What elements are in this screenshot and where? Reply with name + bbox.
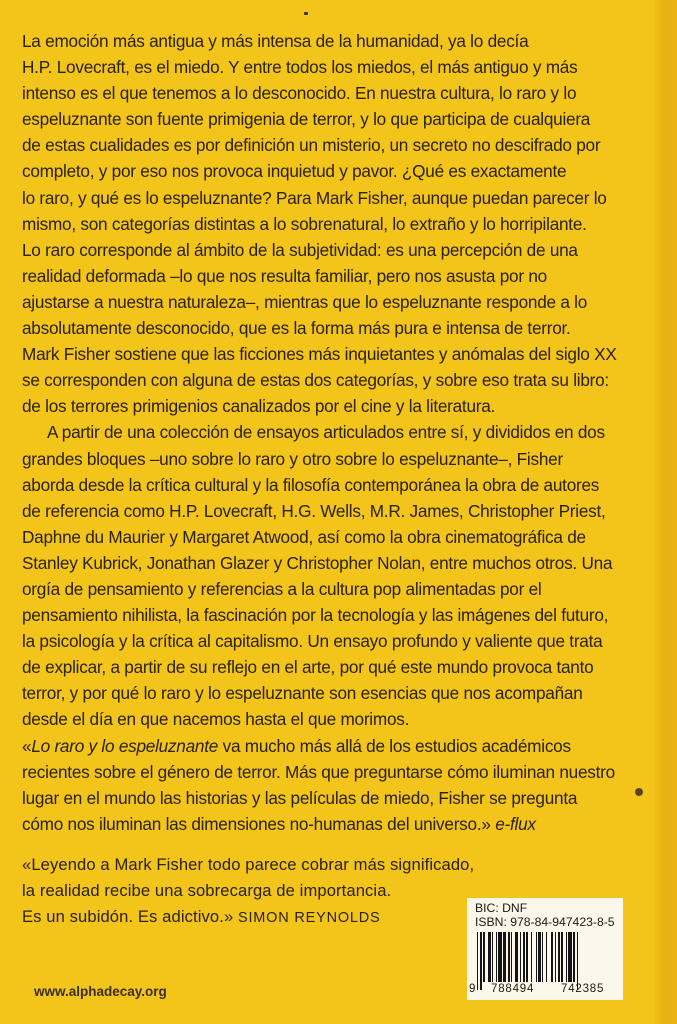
isbn-barcode-label [467, 898, 623, 1000]
barcode-bar [568, 932, 572, 982]
text-line: orgía de pensamiento y referencias a la cultura pop alimentadas por el [22, 578, 542, 599]
text-line: lo raro, y qué es lo espeluznante? Para Mark Fisher, aunque puedan parecer lo [22, 187, 607, 208]
quote-text: Es un subidón. Es adictivo.» [22, 907, 234, 927]
text-line: «Leyendo a Mark Fisher todo parece cobrar más significado, [22, 855, 475, 874]
print-speck [304, 12, 308, 15]
barcode-bar [536, 932, 537, 982]
text-line: intenso es el que tenemos a lo desconocido. En nuestra cultura, lo raro y lo [22, 83, 577, 104]
text-line: espeluznante son fuente primigenia de terror, y lo que participa de cualquiera [22, 109, 591, 130]
quote-text: cómo nos iluminan las dimensiones no-humanas del universo.» [22, 814, 491, 835]
print-speck [635, 788, 643, 796]
blurb-paragraph-2 [22, 419, 622, 732]
barcode-digit-prefix: 9 [469, 983, 476, 995]
barcode-bar [503, 932, 506, 982]
text-line: mismo, son categorías distintas a lo sobrenatural, lo extraño y lo horripilante. [22, 213, 587, 234]
barcode-bar [483, 932, 484, 982]
text-line: Lo raro corresponde al ámbito de la subjetividad: es una percepción de una [22, 239, 578, 260]
text-line: aborda desde la crítica cultural y la filosofía contemporánea la obra de autores [22, 474, 600, 495]
text-line [22, 811, 622, 837]
barcode-bar [508, 932, 509, 982]
text-line: absolutamente desconocido, que es la forma más pura e intensa de terror. [22, 318, 571, 339]
barcode-bar [480, 932, 483, 990]
quote-source: e-flux [495, 814, 536, 835]
barcode-bar [520, 932, 521, 982]
barcode-bar [538, 932, 541, 982]
text-line: la psicología y la crítica al capitalismo. Un ensayo profundo y valiente que trata [22, 631, 603, 652]
barcode-bar [511, 932, 512, 982]
text-line: ajustarse a nuestra naturaleza–, mientras que lo espeluznante responde a lo [22, 291, 588, 312]
text-line: completo, y por eso nos provoca inquietud y pavor. ¿Qué es exactamente [22, 161, 567, 182]
barcode-bar [477, 932, 478, 990]
text-line: de referencia como H.P. Lovecraft, H.G. Wells, M.R. James, Christopher Priest, [22, 500, 606, 521]
text-line: lugar en el mundo las historias y las películas de miedo, Fisher se pregunta [22, 788, 578, 809]
barcode-bar [526, 932, 529, 982]
text-line: La emoción más antigua y más intensa de la humanidad, ya lo decía [22, 31, 529, 51]
publisher-website[interactable]: www.alphadecay.org [34, 984, 167, 999]
barcode-bar [546, 932, 547, 982]
text-line: recientes sobre el género de terror. Más que preguntarse cómo iluminan nuestro [22, 762, 615, 783]
barcode-bar [551, 932, 554, 982]
blurb-paragraph-1 [22, 28, 622, 419]
barcode-bar [566, 932, 567, 982]
text-line: la realidad recibe una sobrecarga de importancia. [22, 881, 392, 901]
barcode-bar [555, 932, 556, 982]
text-line: Mark Fisher sostiene que las ficciones más inquietantes y anómalas del siglo XX [22, 344, 617, 365]
barcode-bar [492, 932, 493, 982]
text-line: grandes bloques –uno sobre lo raro y otro sobre lo espeluznante–, Fisher [22, 448, 563, 469]
text-line [22, 733, 622, 759]
barcode-bar [561, 932, 564, 982]
barcode-bar [498, 932, 502, 982]
barcode-bar [573, 932, 574, 982]
text-line: Stanley Kubrick, Jonathan Glazer y Christopher Nolan, entre muchos otros. Una [22, 552, 613, 573]
cover-edge-shadow [655, 0, 677, 1024]
text-line: de los terrores primigenios canalizados por el cine y la literatura. [22, 396, 496, 417]
text-line: desde el día en que nacemos hasta el que morimos. [22, 709, 410, 730]
barcode-bar [523, 932, 524, 982]
barcode-bar [488, 932, 491, 982]
barcode-digits-left: 788494 [491, 983, 535, 995]
text-line: se corresponden con alguna de estas dos categorías, y sobre eso trata su libro: [22, 370, 609, 391]
barcode-bar [496, 932, 497, 982]
barcode-bar [542, 932, 543, 982]
quote-text: va mucho más allá de los estudios académicos [218, 736, 571, 756]
barcode-digits-right: 742385 [561, 983, 605, 995]
text-line: H.P. Lovecraft, es el miedo. Y entre todos los miedos, el más antiguo y más [22, 57, 578, 78]
barcode-bar [558, 932, 559, 982]
barcode-bars [477, 932, 617, 982]
barcode-bar [531, 932, 532, 982]
text-line: de estas cualidades es por definición un misterio, un secreto no descifrado por [22, 135, 601, 156]
quote-source: SIMON REYNOLDS [238, 910, 381, 927]
text-line: de explicar, a partir de su reflejo en el arte, por qué este mundo provoca tanto [22, 657, 594, 678]
quote-open-mark: « [22, 736, 32, 756]
text-line: realidad deformada –lo que nos resulta familiar, pero nos asusta por no [22, 265, 547, 286]
back-cover-blurb [22, 28, 622, 733]
text-line: A partir de una colección de ensayos articulados entre sí, y divididos en dos [47, 422, 605, 443]
bic-code: BIC: DNF [475, 901, 528, 915]
text-line: pensamiento nihilista, la fascinación por la tecnología y las imágenes del futuro, [22, 605, 609, 626]
text-line: terror, y por qué lo raro y lo espeluznante son esencias que nos acompañan [22, 683, 583, 704]
book-title: Lo raro y lo espeluznante [31, 736, 219, 756]
isbn-number: ISBN: 978-84-947423-8-5 [475, 915, 615, 929]
review-quote-eflux [22, 733, 622, 837]
barcode-bar [515, 932, 519, 982]
text-line: Daphne du Maurier y Margaret Atwood, así como la obra cinematográfica de [22, 526, 586, 547]
